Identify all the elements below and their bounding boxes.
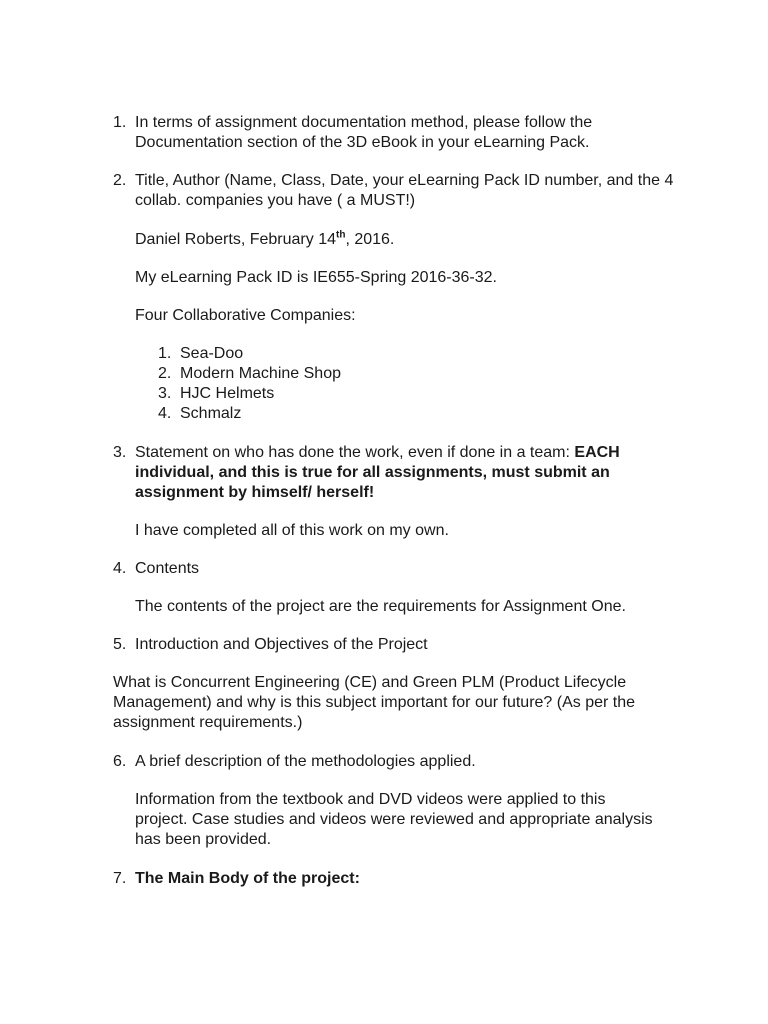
- company-number: 3.: [158, 385, 172, 402]
- intro-text: What is Concurrent Engineering (CE) and Green PLM (Product Lifecycle Management) and why is this subject important for our future? (As per the assignment requirements.): [113, 674, 636, 731]
- company-name: Schmalz: [180, 405, 242, 422]
- contents-text: The contents of the project are the requirements for Assignment One.: [135, 598, 626, 615]
- author-year: , 2016.: [345, 231, 395, 248]
- list-text: In terms of assignment documentation method, please follow the Documentation section of the 3D eBook in your eLearning Pack.: [135, 114, 593, 151]
- list-text: Introduction and Objectives of the Project: [135, 636, 428, 653]
- list-number: 3.: [113, 444, 127, 461]
- company-number: 2.: [158, 365, 172, 382]
- list-number: 7.: [113, 870, 127, 887]
- company-number: 1.: [158, 345, 172, 362]
- company-name: Modern Machine Shop: [180, 365, 341, 382]
- company-name: HJC Helmets: [180, 385, 275, 402]
- list-text: A brief description of the methodologies applied.: [135, 753, 476, 770]
- statement-bold: EACH individual, and this is true for all assignments, must submit an assignment by himself/ herself!: [135, 444, 620, 501]
- list-number: 1.: [113, 114, 127, 131]
- date-superscript: th: [335, 229, 346, 241]
- author-line: [135, 230, 695, 250]
- statement-plain: Statement on who has done the work, even if done in a team:: [135, 444, 575, 461]
- list-number: 2.: [113, 172, 127, 189]
- methodology-text: Information from the textbook and DVD videos were applied to this project. Case studies and videos were reviewed and appropriate analysis has been provided.: [135, 791, 653, 848]
- list-text: Title, Author (Name, Class, Date, your eLearning Pack ID number, and the 4 collab. companies you have ( a MUST!): [135, 172, 674, 209]
- companies-heading: Four Collaborative Companies:: [135, 307, 356, 324]
- pack-id-line: My eLearning Pack ID is IE655-Spring 2016-36-32.: [135, 269, 497, 286]
- company-number: 4.: [158, 405, 172, 422]
- list-number: 6.: [113, 753, 127, 770]
- work-statement: I have completed all of this work on my own.: [135, 522, 449, 539]
- list-text: [135, 443, 675, 503]
- company-name: Sea-Doo: [180, 345, 244, 362]
- list-number: 5.: [113, 636, 127, 653]
- list-text-bold: The Main Body of the project:: [135, 870, 360, 887]
- author-name-date: Daniel Roberts, February 14: [135, 231, 336, 248]
- list-number: 4.: [113, 560, 127, 577]
- list-text: Contents: [135, 560, 200, 577]
